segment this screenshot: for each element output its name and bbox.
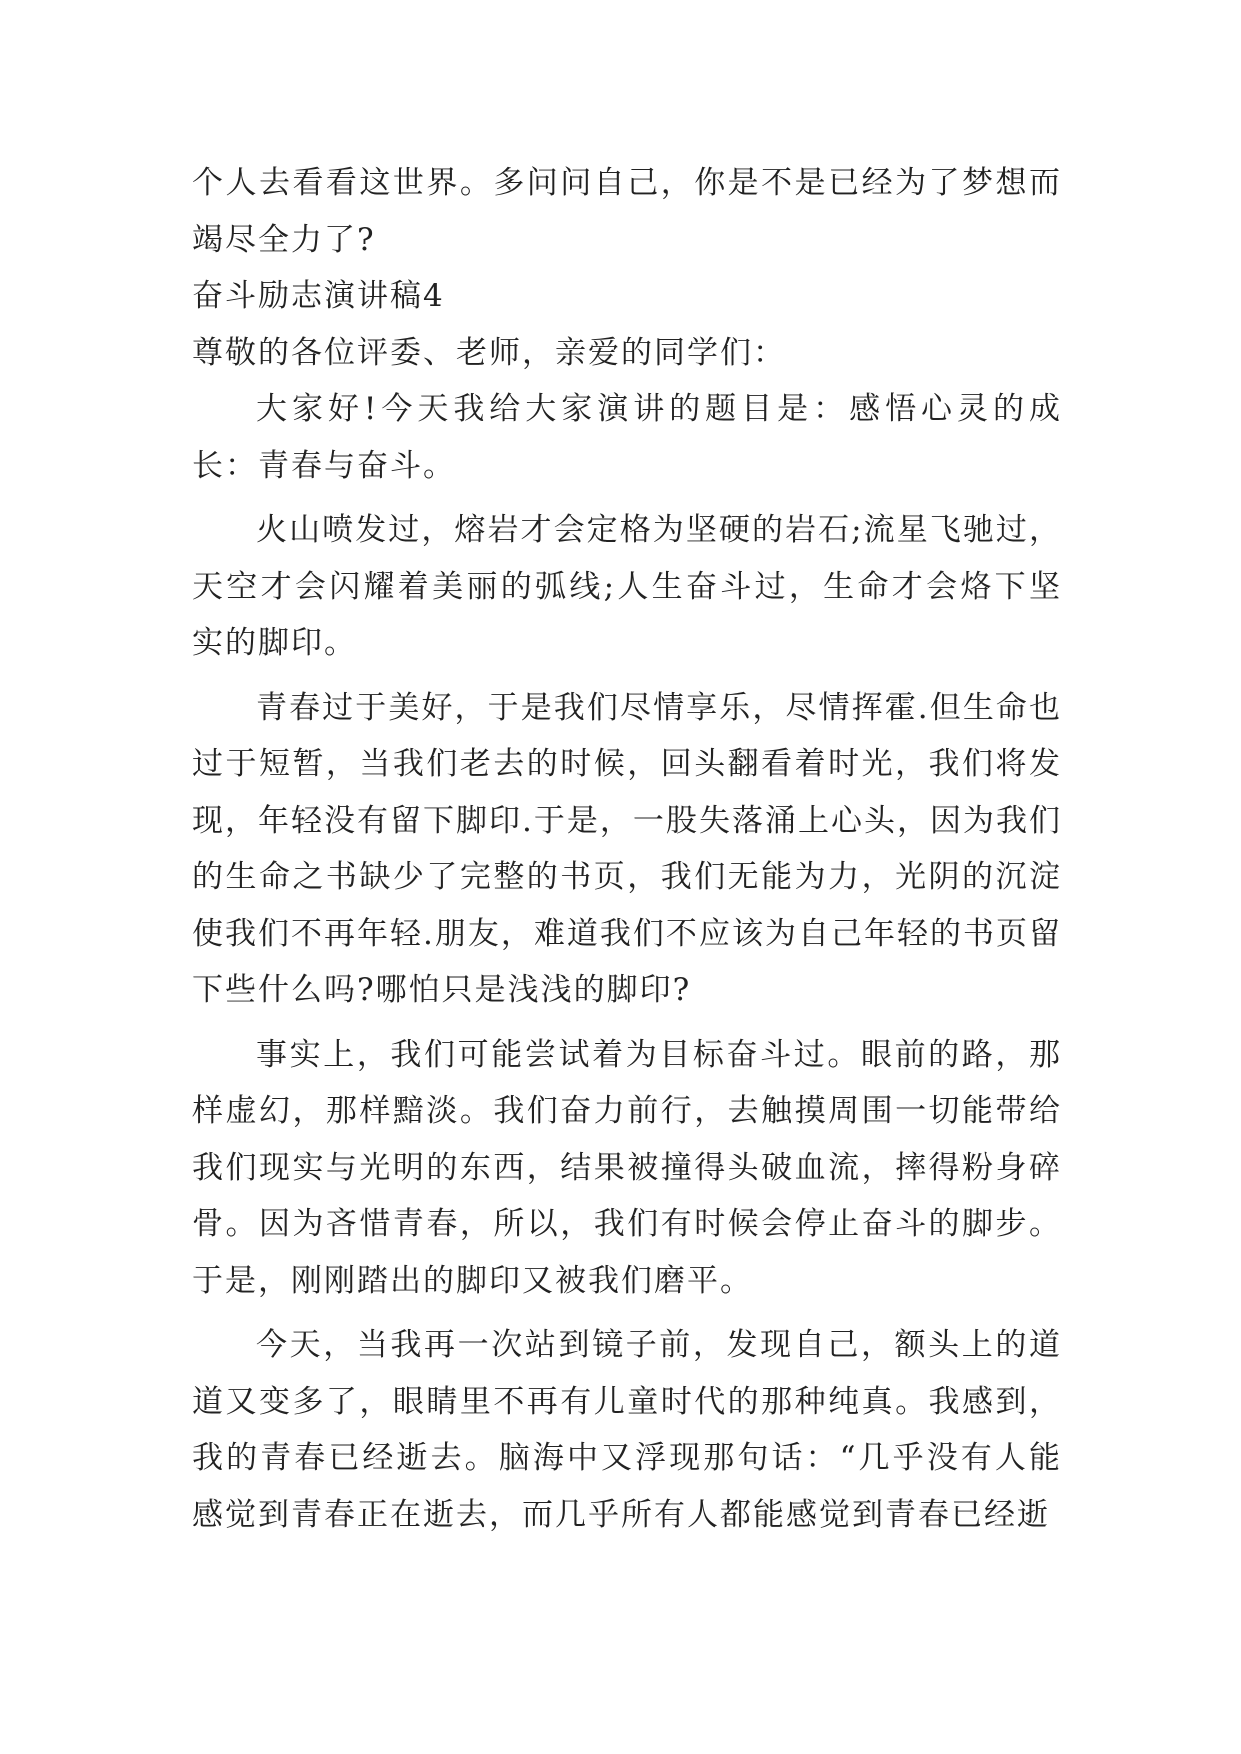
paragraph-youth: 青春过于美好，于是我们尽情享乐，尽情挥霍.但生命也过于短暂，当我们老去的时候，回头翻看着时光，我们将发现，年轻没有留下脚印.于是，一股失落涌上心头，因为我们的生命之书缺少了完整的书页，我们无能为力，光阴的沉淀使我们不再年轻.朋友，难道我们不应该为自己年轻的书页留下些什么吗?哪怕只是浅浅的脚印? xyxy=(192,689,1062,1008)
speech-title: 奋斗励志演讲稿4 xyxy=(192,278,445,314)
intro-paragraph: 个人去看看这世界。多问问自己，你是不是已经为了梦想而竭尽全力了? xyxy=(192,165,1062,258)
paragraph-mirror: 今天，当我再一次站到镜子前，发现自己，额头上的道道又变多了，眼睛里不再有儿童时代的那种纯真。我感到，我的青春已经逝去。脑海中又浮现那句话：“几乎没有人能感觉到青春正在逝去，而几乎所有人都能感觉到青春已经逝 xyxy=(192,1327,1062,1533)
paragraph-volcano: 火山喷发过，熔岩才会定格为坚硬的岩石;流星飞驰过，天空才会闪耀着美丽的弧线;人生奋斗过，生命才会烙下坚实的脚印。 xyxy=(192,512,1062,661)
paragraph-greeting: 大家好!今天我给大家演讲的题目是：感悟心灵的成长：青春与奋斗。 xyxy=(192,391,1062,484)
salutation: 尊敬的各位评委、老师，亲爱的同学们： xyxy=(192,334,786,371)
document-body xyxy=(192,155,1062,1543)
paragraph-struggle: 事实上，我们可能尝试着为目标奋斗过。眼前的路，那样虚幻，那样黯淡。我们奋力前行，去触摸周围一切能带给我们现实与光明的东西，结果被撞得头破血流，摔得粉身碎骨。因为吝惜青春，所以，我们有时候会停止奋斗的脚步。于是，刚刚踏出的脚印又被我们磨平。 xyxy=(192,1036,1062,1299)
